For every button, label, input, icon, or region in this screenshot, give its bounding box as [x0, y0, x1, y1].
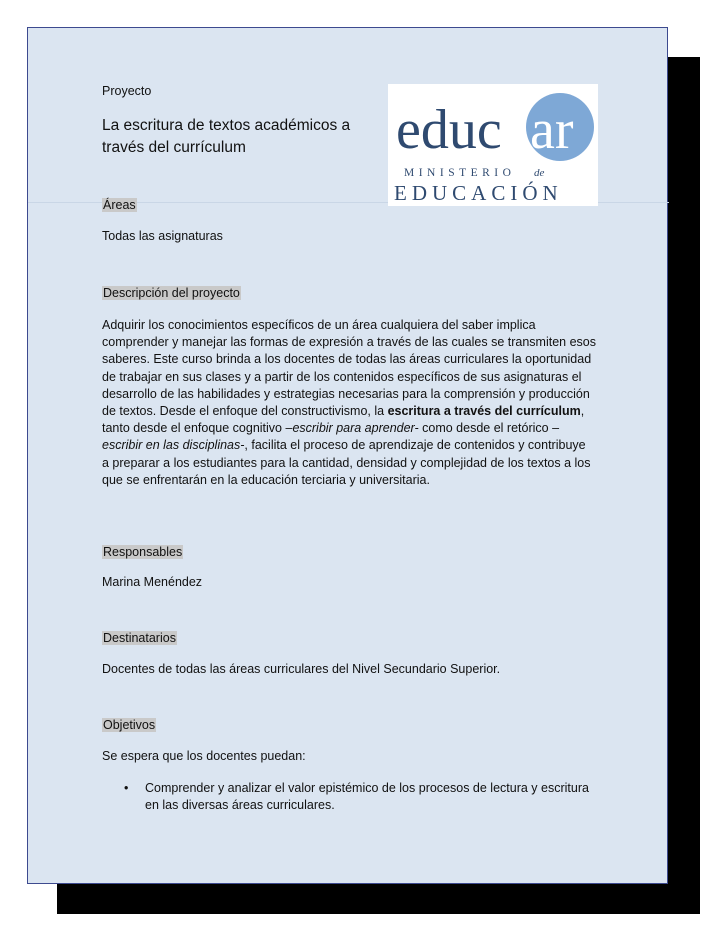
logo-text-educ: educ	[396, 99, 502, 161]
destinatarios-section	[102, 631, 177, 645]
destinatarios-text: Docentes de todas las áreas curriculares del Nivel Secundario Superior.	[102, 662, 501, 676]
logo-text-ar: ar	[530, 99, 574, 161]
logo-text-de: de	[534, 167, 545, 179]
descripcion-text-4: , facilita el proceso de aprendizaje de contenidos y contribuye a preparar a los estudiantes para la cantidad, densidad y complejidad de los textos a los que se enfrentarán en la educación terciaria y universitaria.	[102, 438, 591, 487]
objetivo-text: Comprender y analizar el valor epistémico de los procesos de lectura y escritura en las diversas áreas curriculares.	[145, 781, 589, 812]
objetivos-heading: Objetivos	[103, 718, 156, 732]
logo-text-ministerio: MINISTERIO	[404, 167, 516, 179]
educar-logo-graphic	[388, 84, 598, 206]
descripcion-text-2: , tanto desde el enfoque cognitivo –	[102, 404, 585, 436]
descripcion-text-1: Adquirir los conocimientos específicos de un área cualquiera del saber implica comprender y manejar las formas de expresión a través de las cuales se transmiten esos saberes. Este curso brinda a los docentes de todas las áreas curriculares la oportunidad de trabajar en sus clases y a partir de los contenidos específicos de sus asignaturas el desarrollo de las habilidades y estrategias necesarias para la comprensión y producción de textos. Desde el enfoque del constructivismo, la	[102, 318, 596, 419]
descripcion-text-3: como desde el retórico –	[418, 421, 560, 436]
areas-heading: Áreas	[103, 198, 136, 212]
responsables-heading: Responsables	[103, 545, 183, 559]
project-title: La escritura de textos académicos a través del currículum	[102, 117, 351, 156]
descripcion-italic-1: escribir para aprender-	[292, 421, 419, 436]
descripcion-heading: Descripción del proyecto	[103, 286, 240, 300]
responsables-section	[102, 545, 183, 559]
document-page	[27, 27, 668, 884]
educar-logo	[388, 84, 598, 206]
areas-section	[102, 198, 137, 212]
descripcion-bold: escritura a través del currículum	[387, 404, 581, 419]
responsables-text: Marina Menéndez	[102, 575, 203, 589]
objetivos-list	[102, 780, 597, 814]
logo-text-educacion: EDUCACIÓN	[394, 181, 563, 205]
descripcion-section	[102, 286, 241, 300]
areas-text: Todas las asignaturas	[102, 229, 223, 243]
descripcion-paragraph	[102, 317, 596, 489]
bullet-icon: •	[124, 781, 129, 795]
list-item	[102, 780, 597, 814]
destinatarios-heading: Destinatarios	[103, 631, 176, 645]
descripcion-italic-2: escribir en las disciplinas-	[102, 438, 245, 453]
objetivos-intro: Se espera que los docentes puedan:	[102, 749, 306, 763]
project-label: Proyecto	[102, 84, 152, 98]
objetivos-section	[102, 718, 156, 732]
